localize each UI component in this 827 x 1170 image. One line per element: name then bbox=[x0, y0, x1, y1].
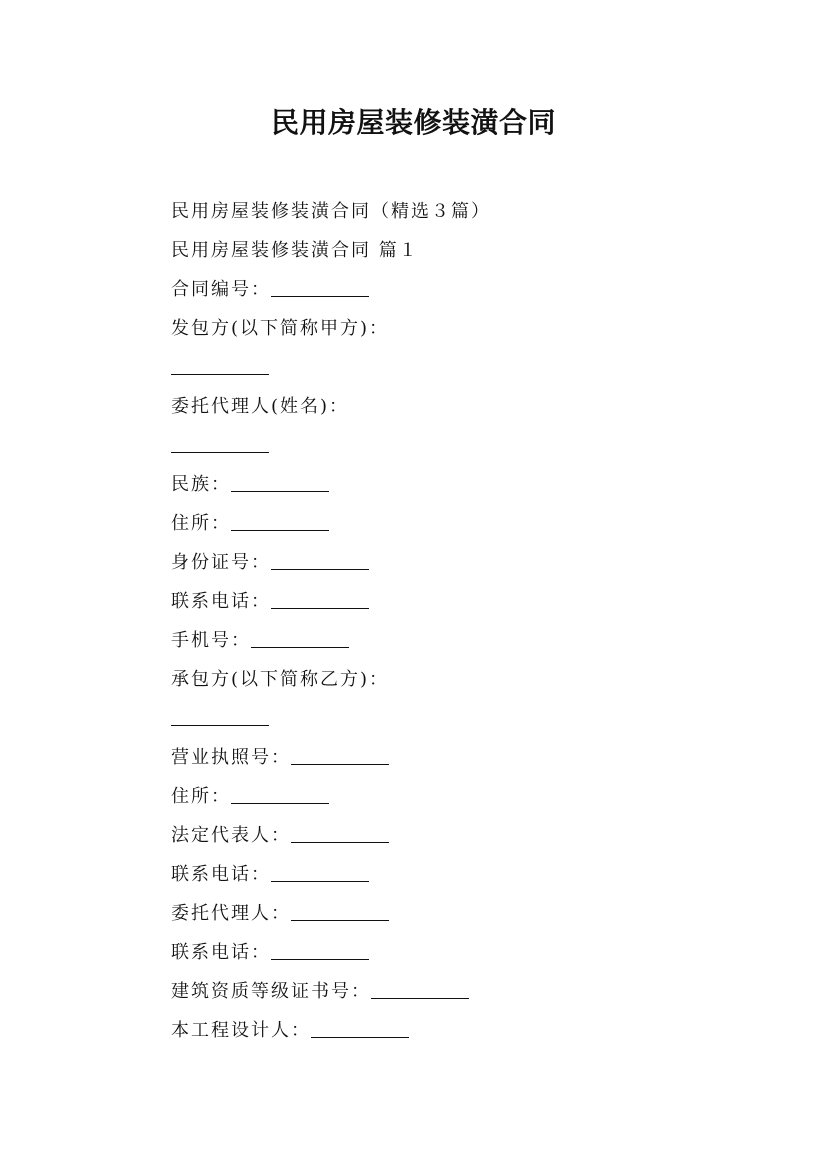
business-license-blank[interactable] bbox=[291, 738, 389, 765]
designer-blank[interactable] bbox=[311, 1011, 409, 1038]
field-label: 委托代理人(姓名)： bbox=[171, 396, 350, 417]
party-a-address-field bbox=[171, 504, 771, 543]
field-label: 住所： bbox=[171, 513, 231, 534]
party-a-phone-field bbox=[171, 582, 771, 621]
qualification-cert-field bbox=[171, 972, 771, 1011]
field-label: 手机号： bbox=[171, 630, 251, 651]
agent-name-blank[interactable] bbox=[171, 426, 269, 453]
party-b-name-field bbox=[171, 699, 771, 738]
field-label: 联系电话： bbox=[171, 942, 271, 963]
line-label: 民用房屋装修装潢合同（精选３篇） bbox=[171, 201, 491, 222]
ethnicity-field bbox=[171, 465, 771, 504]
field-label: 发包方(以下简称甲方)： bbox=[171, 318, 390, 339]
contract-number-field bbox=[171, 270, 771, 309]
field-label: 委托代理人： bbox=[171, 903, 291, 924]
party-a-name-blank[interactable] bbox=[171, 348, 269, 375]
legal-representative-field bbox=[171, 816, 771, 855]
party-b-address-field bbox=[171, 777, 771, 816]
ethnicity-blank[interactable] bbox=[231, 465, 329, 492]
party-a-name-field bbox=[171, 348, 771, 387]
party-b-address-blank[interactable] bbox=[231, 777, 329, 804]
party-b-phone-field bbox=[171, 855, 771, 894]
field-label: 联系电话： bbox=[171, 864, 271, 885]
mobile-field bbox=[171, 621, 771, 660]
party-b-agent-field bbox=[171, 894, 771, 933]
section-heading bbox=[171, 231, 771, 270]
field-label: 联系电话： bbox=[171, 591, 271, 612]
field-label: 承包方(以下简称乙方)： bbox=[171, 669, 390, 690]
field-label: 合同编号： bbox=[171, 279, 271, 300]
field-label: 身份证号： bbox=[171, 552, 271, 573]
party-a-phone-blank[interactable] bbox=[271, 582, 369, 609]
line-label: 民用房屋装修装潢合同 篇１ bbox=[171, 240, 419, 261]
designer-field bbox=[171, 1011, 771, 1050]
party-a-address-blank[interactable] bbox=[231, 504, 329, 531]
business-license-field bbox=[171, 738, 771, 777]
field-label: 营业执照号： bbox=[171, 747, 291, 768]
party-b-heading bbox=[171, 660, 771, 699]
mobile-blank[interactable] bbox=[251, 621, 349, 648]
party-b-agent-blank[interactable] bbox=[291, 894, 389, 921]
party-b-phone-blank[interactable] bbox=[271, 855, 369, 882]
field-label: 本工程设计人： bbox=[171, 1020, 311, 1041]
id-number-blank[interactable] bbox=[271, 543, 369, 570]
subtitle-line bbox=[171, 192, 771, 231]
agent-name-field bbox=[171, 426, 771, 465]
legal-representative-blank[interactable] bbox=[291, 816, 389, 843]
field-label: 住所： bbox=[171, 786, 231, 807]
party-b-agent-phone-blank[interactable] bbox=[271, 933, 369, 960]
id-number-field bbox=[171, 543, 771, 582]
agent-name-heading bbox=[171, 387, 771, 426]
qualification-cert-blank[interactable] bbox=[371, 972, 469, 999]
document-body bbox=[171, 192, 771, 1050]
field-label: 建筑资质等级证书号： bbox=[171, 981, 371, 1002]
party-b-agent-phone-field bbox=[171, 933, 771, 972]
party-a-heading bbox=[171, 309, 771, 348]
page-title: 民用房屋装修装潢合同 bbox=[270, 106, 556, 139]
party-b-name-blank[interactable] bbox=[171, 699, 269, 726]
contract-number-blank[interactable] bbox=[271, 270, 369, 297]
field-label: 法定代表人： bbox=[171, 825, 291, 846]
field-label: 民族： bbox=[171, 474, 231, 495]
